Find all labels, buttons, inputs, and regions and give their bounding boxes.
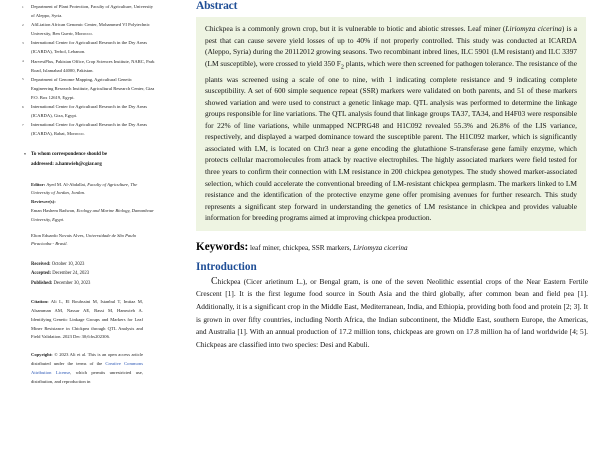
affiliation-text: International Center for Agricultural Research in the Dry Areas (ICARDA), Rabat, Morocco. — [31, 122, 148, 137]
published-row — [31, 279, 155, 288]
affiliation-superscript: 6 — [22, 104, 24, 109]
affiliation-item — [22, 102, 155, 120]
affiliation-text: HarvestPlus, Pakistan Office, Crop Sciences Institute, NARC, Park Road, Islamabad 44000, Pakistan. — [31, 58, 155, 73]
affiliations-list — [22, 2, 155, 138]
abstract-heading: Abstract — [196, 0, 238, 12]
affiliation-text: International Center for Agricultural Research in the Dry Areas (ICARDA), Giza, Egypt. — [31, 104, 148, 119]
citation-label: Citation: — [31, 298, 49, 304]
affiliation-item — [22, 57, 155, 75]
affiliation-item — [22, 38, 155, 56]
main-content — [196, 0, 588, 351]
affiliation-item — [22, 120, 155, 138]
correspondence-email[interactable]: a.hamwieh@cgiar.org — [55, 162, 102, 167]
citation-block — [22, 298, 143, 343]
received-row — [31, 260, 155, 269]
abstract-box — [196, 17, 586, 231]
editor-name: Ayed M. Al-Abdallat, — [46, 181, 87, 187]
reviewer-row — [31, 232, 155, 250]
affiliation-superscript: 5 — [22, 77, 24, 82]
copyright-pre-text: © 2023 Ali et al. This is an open access article distributed under the terms of the — [31, 352, 143, 367]
sidebar-metadata — [22, 2, 155, 448]
affiliation-superscript: 1 — [22, 4, 24, 9]
published-label: Published: — [31, 280, 53, 286]
reviewer-name: Eman Hashem Radwan, — [31, 207, 76, 213]
accepted-row — [31, 269, 155, 278]
affiliation-text: Department of Genome Mapping, Agricultural Genetic Engineering Research Institute, Agricultural Research Center, Giza P.O. Box 12619, Egypt. — [31, 76, 155, 100]
citation-text: Ali L, El Bouhssini M, Istanbul T, Imtiaz M, Alsamman AM, Nassar AE, Bassi M, Hamwieh A. Identifying Genetic Linkage Groups and Markers for Leaf Miner Resistance in Chickpea through QTL Analysis and Field Validation. 2023 Dec 30;6:bs202306. — [31, 298, 143, 340]
keywords-block — [196, 242, 588, 254]
correspondence-marker: * — [24, 152, 26, 158]
history-block — [22, 260, 155, 288]
affiliation-superscript: 3 — [22, 40, 24, 45]
affiliation-item — [22, 75, 155, 102]
accepted-date: December 24, 2023 — [52, 271, 90, 277]
received-date: October 10, 2023 — [51, 262, 85, 268]
reviewer-affiliation: Universidade de São Paulo Piracicaba - Brasil. — [31, 232, 137, 247]
keywords-values: leaf miner, chickpea, SSR markers, Liriomyza cicerina — [250, 243, 408, 252]
abstract-text: Chickpea is a commonly grown crop, but it is vulnerable to biotic and abiotic stresses. Leaf miner (Liriomyza cicerina) is a pest that can cause severe yield losses of up to 40% if not properly controlled. This study was conducted at ICARDA (Aleppo, Syria) during the 20112012 growing seasons. Two recombinant inbred lines, ILC 5901 (LM resistant) and ILC 3397 (LM susceptible), were crossed to yield 350 $F_2$ plants, which were then screened for pathogen tolerance. The resistance of the plants was screened using a scale of one to nine, with 1 indicating complete resistance and 9 indicating complete susceptibility. A set of 600 simple sequence repeat (SSR) markers were validated on both parents, and 51 of these markers showed variation and were used to construct a genetic linkage map. QTL analysis was performed to determine the linkage groups responsible for line variations. The QTL analysis found that linkage groups TA37, TA34, and H4F03 were responsible for 22% of line variations, while unmapped NCPRG48 and H1C092 revealed 55.3% and 26.8% of the LIS variance, respectively, and displayed a warped dominance toward the susceptible parent. The H1C092 marker, which is significantly associated with LM, is located on Chr3 near a gene encoding the glutathione S-transferase gene family enzyme, which protects cellular macromolecules from attack by reactive electrophiles. The highly associated markers were field tested for three years to confirm their connection with LM resistance in 200 chickpea genotypes. The study showed marker-associated selection, which could accelerate the conventional breeding of LM-resistant chickpea germplasm. The markers linked to LM resistance and the identification of the protective enzyme gene offer promising avenues for further research. This study represents a significant step forward in understanding the genetics of LM resistance in chickpea and provides valuable information for breeding programs aimed at improving chickpea production. — [205, 24, 577, 223]
keywords-label: Keywords: — [196, 240, 249, 253]
reviewers-label: Reviewer(s): — [31, 199, 56, 205]
accepted-label: Accepted: — [31, 271, 52, 277]
editorial-block — [22, 181, 155, 250]
affiliation-superscript: 4 — [22, 59, 24, 64]
reviewer-row — [31, 207, 155, 225]
copyright-post-text: , which permits unrestricted use, distribution, and reproduction in — [31, 370, 143, 385]
introduction-heading: Introduction — [196, 260, 257, 273]
affiliation-text: International Center for Agricultural Research in the Dry Areas (ICARDA), Terbol, Lebanon. — [31, 40, 148, 55]
reviewers-label-row — [31, 198, 155, 207]
published-date: December 30, 2023 — [53, 280, 91, 286]
editor-affiliation: Faculty of Agriculture, The University of Jordan, Jordan. — [31, 181, 138, 196]
editor-row — [31, 181, 155, 199]
affiliation-item — [22, 2, 155, 20]
correspondence-block — [22, 150, 155, 169]
copyright-block — [22, 351, 143, 387]
affiliation-item — [22, 20, 155, 38]
affiliation-text: AfiLiation African Genomic Center, Mohammed VI Polytechnic University, Ben Guerir, Morocco. — [31, 22, 150, 37]
correspondence-label: addressed: — [31, 162, 54, 167]
reviewer-affiliation: Ecology and Marine Biology, Damanhour University, Egypt. — [31, 207, 154, 222]
correspondence-line1: To whom correspondence should be — [31, 152, 108, 158]
spacer — [31, 225, 155, 232]
received-label: Received: — [31, 262, 51, 268]
affiliation-superscript: 2 — [22, 22, 24, 27]
copyright-label: Copyright: — [31, 352, 53, 358]
affiliation-superscript: 7 — [22, 122, 24, 127]
affiliation-text: Department of Plant Protection, Faculty of Agriculture, University of Aleppo, Syria. — [31, 4, 154, 19]
reviewer-name: Elton Eduardo Novais Alves, — [31, 232, 85, 238]
license-link[interactable]: Creative Commons Attribution License — [31, 361, 143, 376]
introduction-text: Chickpea (Cicer arietinum L.), or Bengal gram, is one of the seven Neolithic essential crops of the Near Eastern Fertile Crescent [1]. It is the first legume food source in South Asia and the third globally, after common bean and field pea [1]. Additionally, it is a significant crop in the Middle East, Mediterranean, India, and Ethiopia, providing both food and protein [2; 3]. It is grown in over fifty countries, including North Africa, the Indian subcontinent, the Middle East, southern Europe, the Americas, and Australia [1]. With an annual production of 17.2 million tons, chickpeas are grown on 17.8 million ha of land worldwide [4; 5]. Chickpeas are classified into two species: Desi and Kabuli. — [196, 275, 588, 349]
editor-label: Editor: — [31, 181, 46, 187]
